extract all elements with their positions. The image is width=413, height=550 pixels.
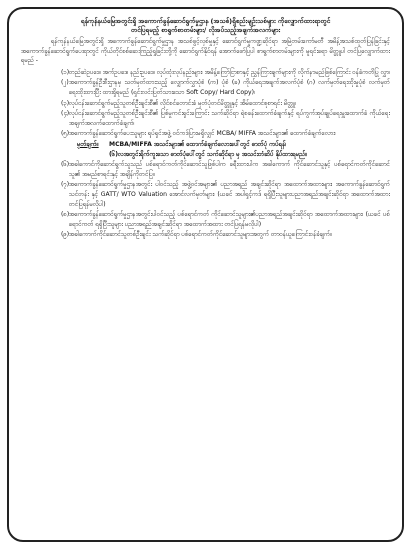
item-text: လုပ်ငန်းဆောင်ရွက်မည့်သူတစ်ဦးချင်းစီ၏ လိုင်စင်တောင်းခံ မှတ်ပုံတင်မိတ္တူနှင့် အိမ်ထောင်စုစာရင်း မိတ္တူ၊ bbox=[69, 99, 297, 107]
item-text: အခါကောက်ကိုင်ဆောင်သူတစ်ဦးချင်း သက်ဆိုင်ရာ ပစ်ရောင်ကတ်ကိုင်ဆောင်သူများအတွက် တာဝန်ယူကြောင်းဝန်ခံချက်။ bbox=[69, 231, 332, 239]
list-item bbox=[21, 180, 390, 209]
note-block bbox=[21, 140, 390, 159]
note-line: (၆)လအတွင်းရိုက်ကူးသော ဓာတ်ပုံပေါ်တွင် သက်ဆိုင်ရာ မှ အသင်းတံဆိပ် နိုပ်ထားရမည်။ bbox=[109, 150, 308, 158]
list-item bbox=[21, 129, 390, 139]
list-item bbox=[21, 99, 390, 109]
item-number: (၉) bbox=[61, 231, 70, 239]
item-number: (၆) bbox=[61, 161, 70, 169]
intro-paragraph: ရန်ကုန်နယ်မြေအတွင်းရှိ အကောက်ခွန်ဆောင်ရွက်မှုဌာန အသစ်ဖွင့်လှစ်မှုနှင့် ဆောင်ရွက်မှုကဏ္ဍဆိုင်ရာ အမြဲတမ်းကော်မတီ အမိန့်အသစ်ထုတ်ပြန်ခြင်းနှင့် အကောက်ခွန်ဆောင်ရွက်ပေးရာတွင် ကိုယ်တိုင်စစ်ဆေးကြည့်ရှုခြင်းတို့ကို ဆောင်ရွက်နိုင်ရန် အောက်ဖော်ပြပါ စာရွက်စာတမ်းများကို မူရင်းရော မိတ္တူပါ တင်ပြလျှောက်ထားရမည် - bbox=[21, 38, 390, 65]
item-number: (၂) bbox=[61, 79, 69, 87]
document-frame bbox=[7, 7, 404, 542]
item-number: (၁) bbox=[61, 68, 70, 76]
item-text: အကောက်ခွန်ဆောင်ရွက်မှုဌာနအတွင်း ပါဝင်သည့် အဖွဲ့ဝင်အများ၏ ပညာအရည် အချင်းဆိုင်ရာ အထောက်အထားများ၊ အကောက်ခွန်ဆောင်ရွက်သင်တန်း နှင့် GATT/ WTO Valuation အောင်လက်မှတ်များ၊ (ယခင် အပါရှင့်ကဒ် ရရှိပြီးသူများပညာအရည်အချင်းဆိုင်ရာ အထောက်အထား တင်ပြရန်မလိုပါ) bbox=[69, 181, 390, 208]
list-item bbox=[21, 160, 390, 179]
document-subtitle: တင်ပြရမည့် စာရွက်စာတမ်းများ/ လိုအပ်သည့်အချက်အလက်များ bbox=[130, 26, 281, 34]
list-item bbox=[21, 109, 390, 128]
note-line: MCBA/MIFFA အသင်းများ၏ ထောက်ခံချက်လေားပေါ်တွင် ဓာတ်ပုံ ကပ်ရန်၊ bbox=[109, 140, 287, 148]
item-text: အခါကောင်ကိုဆောင်ရွက်သူသည် ပစ်ရောင်ကတ်ကိုင်ဆောင်သူဖြစ်ပါက ခရီးထားပါက အခါကောက် ကိုင်ဆောင်သူနှင့် ပစ်ရောင်ကတ်ကိုင်ဆောင်သူ၏ အမည်စာရင်းနှင့် အချိန်ကိုတင်ပြ။ bbox=[69, 161, 390, 178]
item-number: (၇) bbox=[61, 181, 70, 189]
item-number: (၈) bbox=[61, 211, 70, 219]
note-text bbox=[109, 140, 390, 159]
list-item bbox=[21, 68, 390, 78]
list-item bbox=[21, 78, 390, 97]
item-text: အကောက်ခွန်ဆောင်ရွက်ပေးသူများ ရုပ်ရှင်အဖွဲ့ ဝင်ကဒ်ပြားမရှိလျှင် MCBA/ MIFFA အသင်းများ၏ ထောက်ခံချက်လေား၊ bbox=[69, 130, 336, 138]
list-item bbox=[21, 210, 390, 229]
item-text: တည်ဆဲဥပဒေ၊ အက်ဥပဒေ၊ နည်းဥပဒေ၊ လုပ်ထုံးလုပ်နည်းများ၊ အမိန့်ကြော်ငြာစာနှင့် ညွှန်ကြားချက်များကို လိုက်နာမည်ဖြစ်ကြောင်း ဝန်ခံကတိပြု လွှာ၊ bbox=[69, 68, 390, 76]
item-text: လုပ်ငန်းဆောင်ရွက်မည့်သူတစ်ဦးချင်းစီ၏ ပြစ်မှုကင်းရှင်းကြောင်း သက်ဆိုင်ရာ ရဲစခန်းထောက်ခံချက်နှင့် ရပ်ကွက်အုပ်ချုပ်ရေးမှူးထောက်ခံ ကိုယ်ရေးအချက်အလက်ထောက်ခံချက်၊ bbox=[69, 110, 390, 127]
item-text: အကောက်ခွန်ဆောင်ရွက်မှုဌာနအတွင်းပါဝင်သည့် ပစ်ရောင်ကတ် ကိုင်ဆောင်သူများ၏ပညာအရည်အချင်းဆိုင်ရာ အထောက်အထားများ၊ (ယခင် ပစ်ရောင်ကတ် ရရှိပြီးသူများ ပညာအရည်အချင်းဆိုင်ရာ အထောက်အထား တင်ပြရန်မလိုပါ) bbox=[69, 211, 390, 228]
item-number: (၃) bbox=[61, 99, 70, 107]
item-number: (၄) bbox=[61, 110, 70, 118]
list-item bbox=[21, 230, 390, 240]
note-label: မှတ်ချက်။ bbox=[77, 140, 99, 148]
item-text: အကောက်ခွန်ဦးစီးဌာနမှ သတ်မှတ်ထားသည့် လျှောက်လွှာပုံစံ (က) ပုံစံ (ခ) ကိုယ်ရေးအချက်အလက်ပုံစံ (ဂ) လက်မှတ်ရေးထိုးမှုပုံစံ လက်မှတ်ရေးထိုးထားပြီး ထားရှိရမည် (ရှင်းလင်းပြတ်သားသော Soft Copy/ Hard Copy)၊ bbox=[69, 79, 390, 96]
document-title: ရန်ကုန်နယ်မြေအတွင်းရှိ အကောက်ခွန်ဆောင်ရွက်မှုဌာန (အသစ်)ရှိစည်းမျဉ်းသစ်များ ကိုလျှောက်ထားရာတွင် bbox=[80, 17, 331, 25]
item-number: (၅) bbox=[61, 130, 70, 138]
